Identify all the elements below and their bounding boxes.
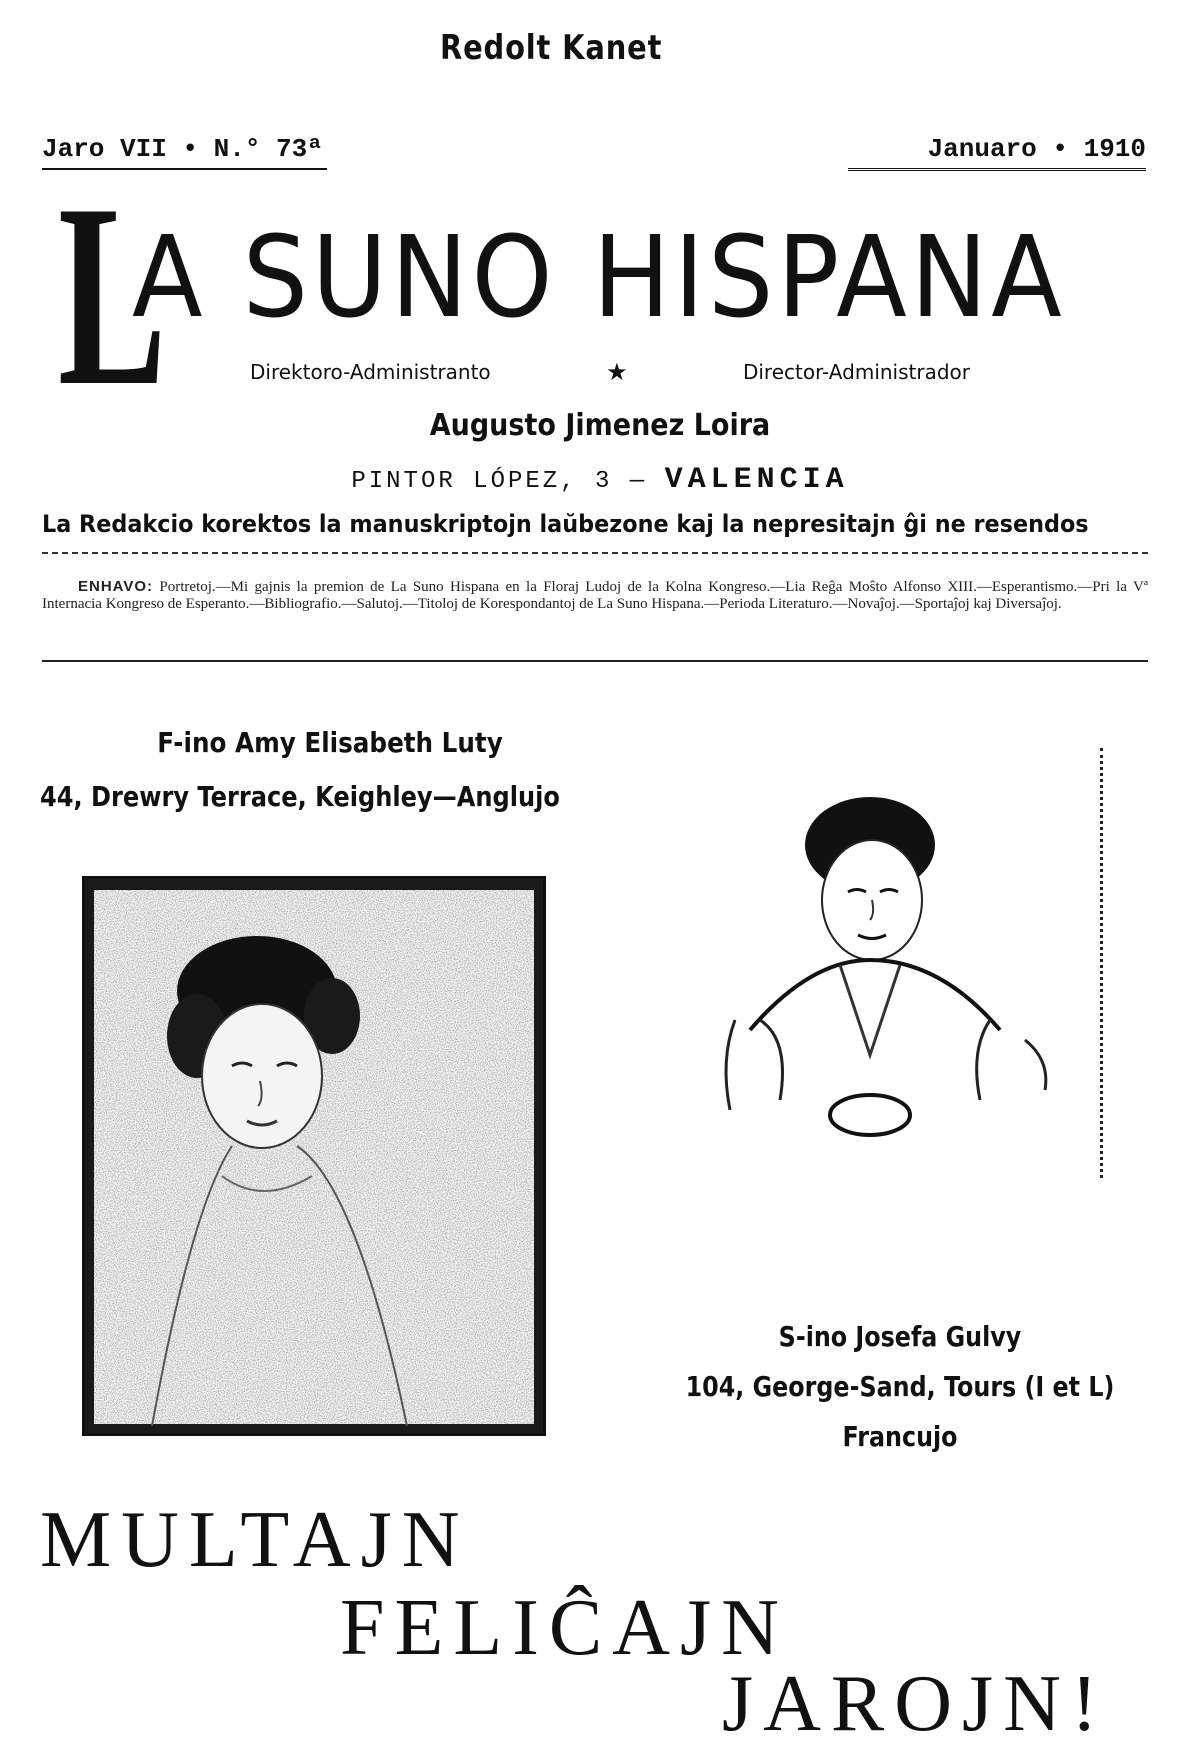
masthead-initial: L: [58, 150, 167, 440]
role-esperanto: Direktoro-Administranto: [250, 360, 491, 384]
portrait-left-name: F-ino Amy Elisabeth Luty: [157, 726, 503, 759]
portrait-right-country: Francujo: [842, 1420, 958, 1453]
portrait-right-address: 104, George-Sand, Tours (I et L): [685, 1370, 1115, 1403]
handwritten-stamp: Redolt Kanet: [440, 28, 663, 68]
address-street: PINTOR LÓPEZ, 3: [351, 468, 613, 495]
contents-label: ENHAVO:: [78, 578, 154, 595]
contents-text: Portretoj.—Mi gajnis la premion de La Suno Hispana en la Floraj Ludoj de la Kolna Kongreso.—Lia Reĝa Moŝto Alfonso XIII.—Esperantismo.—Pri la Vª Internacia Kongreso de Esperanto.—Bibliografio.—Salutoj.—Titoloj de Korespondantoj de La Suno Hispana.—Perioda Literaturo.—Novaĵoj.—Sportaĵoj kaj Diversaĵoj.: [42, 579, 1148, 612]
star-icon: ★: [606, 358, 628, 386]
table-of-contents: [42, 578, 1148, 613]
portrait-left-address: 44, Drewry Terrace, Keighley—Anglujo: [40, 780, 560, 813]
issue-volume: Jaro VII • N.° 73ª: [42, 134, 327, 170]
divider: [42, 660, 1148, 662]
address-city: VALENCIA: [664, 463, 849, 497]
greeting-line-3: JAROJN!: [722, 1660, 1108, 1748]
masthead-title: A SUNO HISPANA: [132, 213, 1066, 343]
greeting-line-1: MULTAJN: [40, 1496, 470, 1584]
editorial-notice: La Redakcio korektos la manuskriptojn laŭbezone kaj la nepresitajn ĝi ne resendos: [42, 510, 1089, 538]
address-dash: —: [629, 468, 648, 495]
publisher-address: [0, 463, 1200, 497]
divider: [42, 552, 1148, 554]
portrait-photo-left: [82, 876, 546, 1436]
role-spanish: Director-Administrador: [742, 360, 970, 384]
portrait-right-name: S-ino Josefa Gulvy: [778, 1320, 1022, 1353]
portrait-photo-right: [690, 750, 1110, 1230]
editor-name: Augusto Jimenez Loira: [429, 408, 771, 443]
issue-date: Januaro • 1910: [848, 134, 1146, 171]
greeting-line-2: FELIĈAJN: [340, 1584, 789, 1672]
masthead-roles: [250, 360, 970, 386]
